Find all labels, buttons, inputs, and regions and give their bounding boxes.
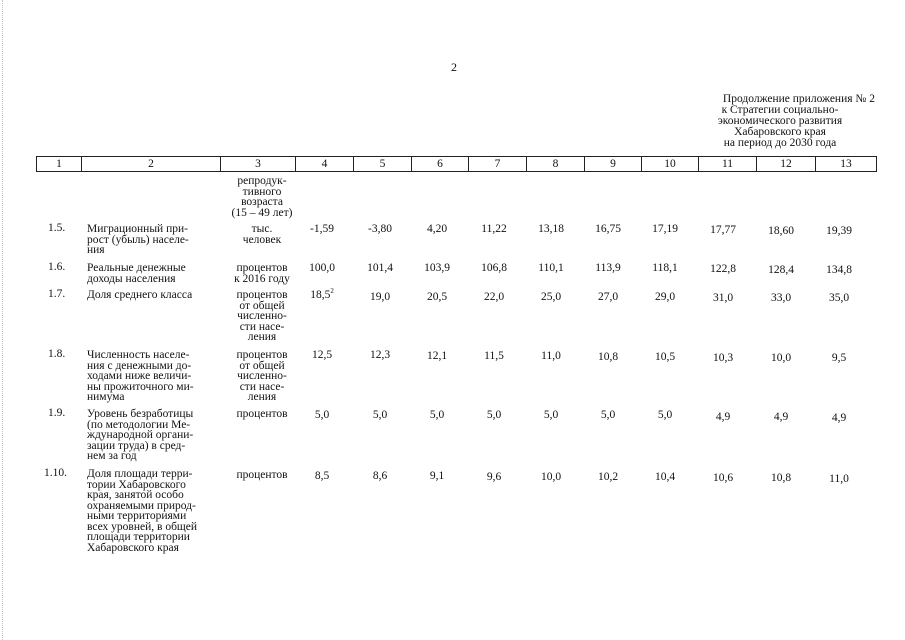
column-number: 11 [699, 157, 757, 172]
value-cell: 31,0 [712, 292, 734, 304]
value-cell: 29,0 [654, 291, 676, 303]
unit-of-measure: процентов [236, 469, 288, 481]
footnote-mark: 2 [330, 287, 334, 296]
appendix-subtitle [685, 94, 875, 149]
value-cell: 5,0 [600, 409, 616, 421]
value-cell: 10,4 [654, 471, 676, 483]
value-cell: 128,4 [768, 264, 794, 276]
value-cell: 10,8 [770, 472, 792, 484]
subtitle-line: к Стратегии социально- [721, 104, 839, 116]
value-cell: 11,0 [541, 350, 561, 362]
subtitle-line: Хабаровского края [734, 126, 826, 138]
value-cell: 110,1 [538, 262, 564, 274]
row-number: 1.10. [44, 467, 67, 479]
value-cell: 10,3 [712, 352, 734, 364]
value-cell: 19,39 [826, 225, 852, 237]
subtitle-line: экономического развития [717, 115, 843, 127]
row-number: 1.6. [48, 261, 66, 273]
value-cell: 10,6 [712, 472, 734, 484]
column-number: 10 [642, 157, 699, 172]
unit-of-measure: процентов от общей численно- сти насе- ления [236, 349, 288, 403]
value-cell: 27,0 [597, 291, 619, 303]
value-cell: 10,8 [597, 351, 619, 363]
value-cell: 11,22 [481, 223, 507, 235]
row-number: 1.9. [48, 407, 66, 419]
value-cell: 4,9 [715, 411, 731, 423]
value-cell: 5,0 [372, 409, 388, 421]
column-number-header [36, 156, 877, 172]
column-number: 6 [412, 157, 469, 172]
value-cell: 134,8 [826, 264, 852, 276]
value-cell: -3,80 [368, 223, 392, 235]
value-cell: 5,0 [314, 409, 330, 421]
row-number: 1.7. [48, 288, 66, 300]
unit-continuation: репродук- тивного возраста (15 – 49 лет) [231, 175, 293, 219]
value-cell: 17,19 [652, 223, 678, 235]
value-cell: 12,3 [369, 349, 391, 361]
column-number: 13 [816, 157, 877, 172]
column-number: 8 [527, 157, 585, 172]
value-cell: 103,9 [424, 262, 450, 274]
indicator-name: Уровень безработицы (по методологии Ме- ждународной органи- зации труда) в сред- нем за год [87, 408, 194, 462]
column-number: 1 [37, 157, 82, 172]
value-cell: 118,1 [652, 262, 678, 274]
scan-edge-line [2, 0, 3, 640]
unit-of-measure: процентов к 2016 году [234, 262, 290, 285]
column-number: 2 [82, 157, 221, 172]
column-number: 9 [585, 157, 642, 172]
value-cell: 10,2 [597, 471, 619, 483]
value-cell: 35,0 [828, 292, 850, 304]
indicator-name: Миграционный при- рост (убыль) населе- ния [87, 223, 189, 256]
subtitle-line: Продолжение приложения № 2 [722, 93, 875, 105]
indicator-name: Численность населе- ния с денежными до- ходами ниже величи- ны прожиточного ми- нимума [87, 349, 194, 403]
column-number: 3 [221, 157, 296, 172]
value-cell: 12,1 [426, 350, 448, 362]
unit-of-measure: процентов [236, 408, 288, 420]
column-number: 5 [354, 157, 412, 172]
column-number: 7 [469, 157, 527, 172]
value-cell: 10,0 [770, 352, 792, 364]
value-cell: 113,9 [595, 262, 621, 274]
value-cell: 4,9 [831, 412, 847, 424]
value-cell: 8,6 [372, 470, 388, 482]
value-cell: 106,8 [481, 262, 507, 274]
value-cell: 33,0 [770, 292, 792, 304]
value-cell: 5,0 [543, 409, 559, 421]
indicator-name: Доля среднего класса [87, 289, 193, 301]
value-cell: 11,5 [484, 350, 504, 362]
value-cell: 17,77 [710, 224, 736, 236]
value-cell: 18,5$^2$ [310, 287, 334, 301]
value-cell: 5,0 [429, 409, 445, 421]
value-cell: 8,5 [314, 470, 330, 482]
value-cell: 19,0 [369, 291, 391, 303]
value-cell: 9,1 [429, 470, 445, 482]
value-cell: -1,59 [310, 223, 334, 235]
value-cell: 10,5 [654, 351, 676, 363]
value-cell: 18,60 [768, 225, 794, 237]
value-cell: 11,0 [829, 473, 849, 485]
value-cell: 4,9 [773, 411, 789, 423]
value-cell: 4,20 [426, 223, 448, 235]
value-cell: 16,75 [595, 223, 621, 235]
indicator-name: Реальные денежные доходы населения [87, 262, 186, 285]
value-cell: 5,0 [657, 409, 673, 421]
row-number: 1.5. [48, 222, 66, 234]
value-cell: 100,0 [309, 262, 335, 274]
page-number: 2 [451, 60, 457, 74]
column-number: 4 [296, 157, 354, 172]
value-cell: 5,0 [486, 409, 502, 421]
value-cell: 122,8 [710, 263, 736, 275]
value-cell: 9,6 [486, 471, 502, 483]
value-cell: 20,5 [426, 291, 448, 303]
value-cell: 101,4 [367, 262, 393, 274]
subtitle-line: на период до 2030 года [723, 137, 837, 149]
unit-of-measure: тыс. человек [242, 223, 282, 246]
indicator-name: Доля площади терри- тории Хабаровского края, занятой особо охраняемыми природ- ными территориями всех уровней, в общей площади территории Хабаровского края [87, 468, 198, 554]
column-number: 12 [757, 157, 816, 172]
value-cell: 13,18 [538, 223, 564, 235]
unit-of-measure: процентов от общей численно- сти насе- ления [236, 289, 288, 343]
value-cell: 12,5 [311, 349, 333, 361]
value-cell: 22,0 [483, 291, 505, 303]
value-cell: 25,0 [540, 291, 562, 303]
value-cell: 9,5 [831, 352, 847, 364]
value-cell: 10,0 [540, 471, 562, 483]
row-number: 1.8. [48, 348, 66, 360]
